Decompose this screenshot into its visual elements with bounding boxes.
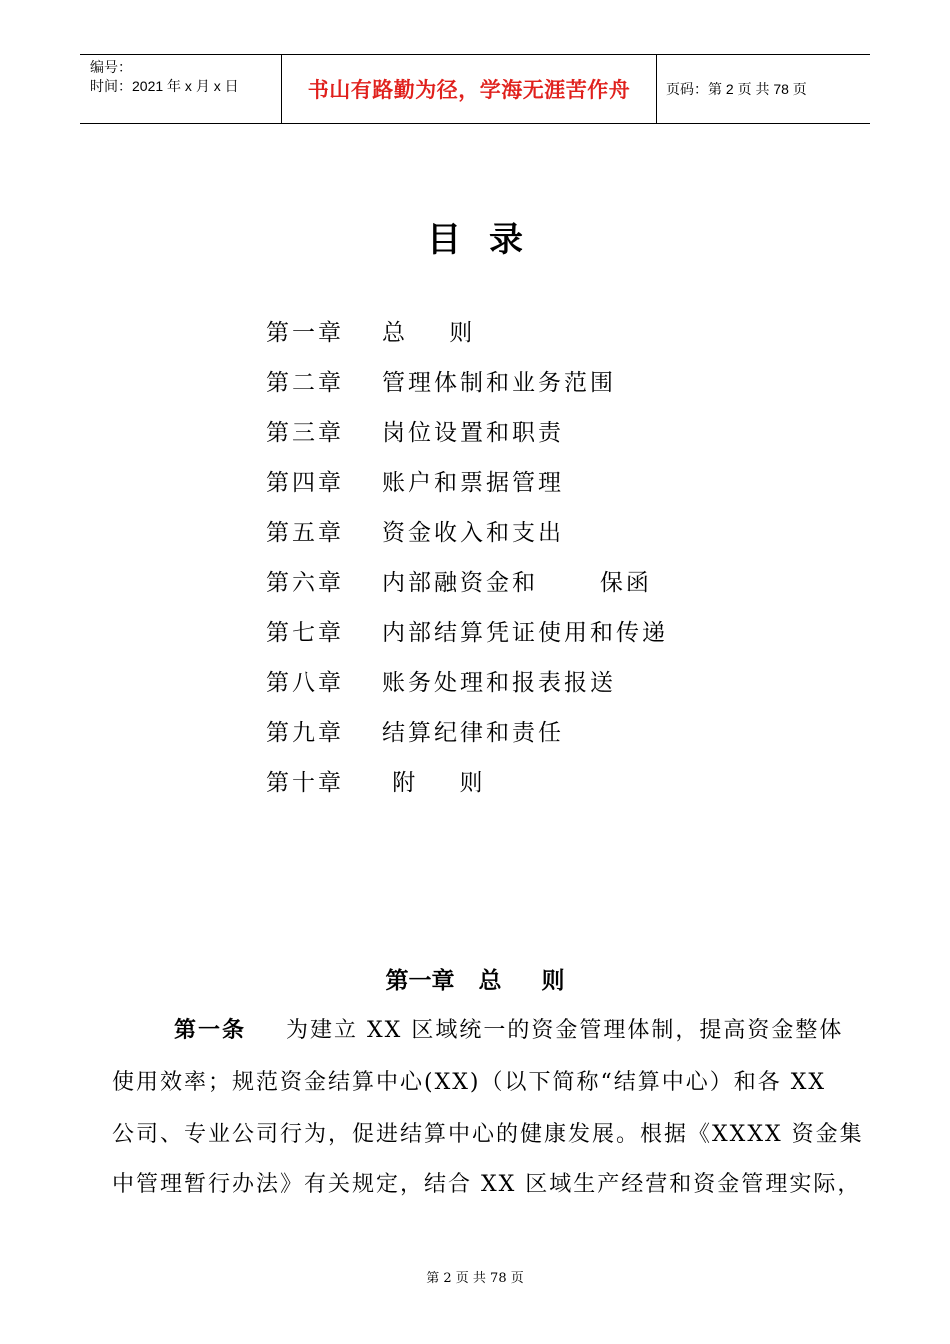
toc-item [266,712,766,762]
toc-item [266,312,766,362]
toc-chapter-name: 结算纪律和责任 [382,720,564,746]
paragraph-text: 为建立 XX 区域统一的资金管理体制，提高资金整体 [286,1018,844,1043]
document-number-label: 编号： [90,59,132,75]
toc-chapter: 第九章 [266,720,344,746]
toc-chapter-name: 账务处理和报表报送 [382,670,616,696]
toc-chapter-name: 管理体制和业务范围 [382,370,616,396]
document-header [80,54,870,124]
toc-chapter-name: 岗位设置和职责 [382,420,564,446]
toc-chapter-name: 总 则 [382,320,476,346]
toc-chapter: 第四章 [266,470,344,496]
toc-chapter-name: 内部结算凭证使用和传递 [382,620,668,646]
toc-chapter-name: 附 则 [382,770,486,796]
toc-item [266,762,766,812]
toc-chapter: 第一章 [266,320,344,346]
header-motto: 书山有路勤为径，学海无涯苦作舟 [307,78,631,102]
toc-chapter: 第十章 [266,770,344,796]
header-motto-cell [281,55,657,123]
toc-chapter: 第六章 [266,570,344,596]
toc-chapter-name: 账户和票据管理 [382,470,564,496]
paragraph-line: 公司、专业公司行为，促进结算中心的健康发展。根据《XXXX 资金集 [112,1122,864,1147]
toc-chapter-name: 内部融资金和 保函 [382,570,652,596]
paragraph-line [112,1013,847,1044]
toc-chapter: 第五章 [266,520,344,546]
paragraph-line: 中管理暂行办法》有关规定，结合 XX 区域生产经营和资金管理实际， [112,1172,862,1197]
paragraph-line: 使用效率；规范资金结算中心(XX)（以下简称“结算中心）和各 XX [112,1070,827,1095]
toc-chapter: 第三章 [266,420,344,446]
toc-item [266,562,766,612]
section-title [0,962,950,995]
header-info-cell [80,55,281,123]
toc-item [266,462,766,512]
header-page-label: 页码：第 2 页 共 78 页 [666,81,807,97]
toc-item [266,662,766,712]
section-title-text: 第一章 总 则 [385,968,565,994]
table-of-contents [266,312,766,812]
document-time-label: 时间：2021 年 x 月 x 日 [90,78,239,94]
toc-item [266,512,766,562]
toc-chapter: 第八章 [266,670,344,696]
toc-item [266,612,766,662]
toc-chapter: 第七章 [266,620,344,646]
toc-chapter: 第二章 [266,370,344,396]
article-label: 第一条 [174,1018,247,1043]
header-page-cell [656,55,870,123]
toc-chapter-name: 资金收入和支出 [382,520,564,546]
page-footer: 第 2 页 共 78 页 [426,1271,524,1286]
toc-item [266,362,766,412]
toc-title: 目录 [427,220,551,260]
toc-item [266,412,766,462]
